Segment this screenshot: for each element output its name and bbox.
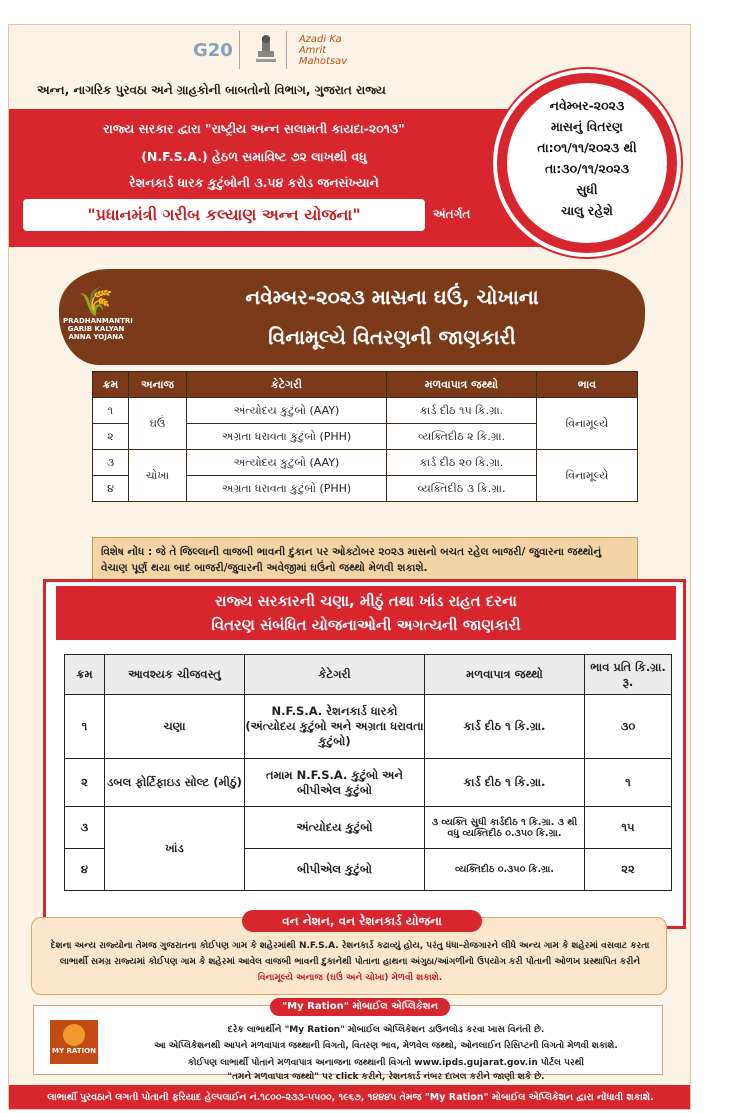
chana-salt-sugar-section [43, 579, 686, 929]
table-header: ભાવ પ્રતિ કિ.ગ્રા. રૂ. [585, 655, 672, 695]
table-row: ૩ ખાંડ અંત્યોદય કુટુંબો ૩ વ્યક્તિ સુધી કાર્ડદીઠ ૧ કિ.ગ્રા. ૩ થી વધુ વ્યક્તિદીઠ ૦.૩૫૦ કિ.ગ્રા. ૧૫ [65, 807, 672, 849]
state-emblem-icon [246, 31, 287, 69]
table-header: કેટેગરી [187, 372, 387, 398]
poster [8, 24, 691, 1110]
heading-line: નવેમ્બર-૨૦૨૩ માસના ઘઉં, ચોખાના [245, 285, 539, 309]
one-nation-one-ration-card: વન નેશન, વન રેશનકાર્ડ યોજના દેશના અન્ય રાજ્યોના તેમજ ગુજરાતના કોઈપણ ગામ કે શહેરમાંથી N.F.S.A. રેશનકાર્ડ કઢાવ્યું હોય, પરંતુ ધંધા-રોજગારને લીધે અન્ય ગામ કે શહેરમાં વસવાટ કરતા લાભાર્થી સમગ્ર રાજ્યમાં કોઈપણ ગામ કે શહેરમાં આવેલ વાજબી ભાવની દુકાનેથી પોતાના હાથના અંગુઠા/આંગળીનો ઉપયોગ કરી પોતાની ઓળખ પ્રસ્થાપિત કરીને વિનામૂલ્યે અનાજ (ઘઉં અને ચોખા) મેળવી શકાશે. [31, 917, 667, 995]
table-header: ક્રમ [93, 372, 129, 398]
wheat-rice-heading [59, 269, 645, 365]
chana-salt-sugar-table [64, 654, 672, 891]
badge-line: તા:૦૧/૧૧/૨૦૨૩ થી [537, 140, 637, 155]
table-row: ૪ અગ્રતા ધરાવતા કુટુંબો (PHH) વ્યક્તિદીઠ ૩ કિ.ગ્રા. [93, 476, 638, 502]
section-heading: રાજ્ય સરકારની ચણા, મીઠું તથા ખાંડ રાહત દરના વિતરણ સંબંધિત યોજનાઓની અગત્યની જાણકારી [56, 586, 676, 640]
table-header: અનાજ [129, 372, 187, 398]
table-header: આવશ્યક ચીજવસ્તુ [105, 655, 245, 695]
banner-line-1: રાજ્ય સરકાર દ્વારા "રાષ્ટ્રીય અન્ન સલામતી કાયદા-૨૦૧૩" [103, 121, 405, 136]
table-row: ૧ ઘઉં અંત્યોદય કુટુંબો (AAY) કાર્ડ દીઠ ૧૫ કિ.ગ્રા. વિનામૂલ્યે [93, 398, 638, 424]
distribution-date-badge [493, 69, 681, 257]
logo-strip [187, 31, 361, 69]
heading-line: વિનામૂલ્યે વિતરણની જાણકારી [268, 325, 516, 349]
banner-line-3: રેશનકાર્ડ ધારક કુટુંબોની ૩.૫૪ કરોડ જનસંખ્યાને [129, 175, 379, 190]
table-row: ૪ બીપીએલ કુટુંબો વ્યક્તિદીઠ ૦.૩૫૦ કિ.ગ્રા. ૨૨ [65, 849, 672, 891]
badge-line: સુધી [576, 182, 598, 197]
table-row: ૨ ડબલ ફોર્ટિફાઇડ સોલ્ટ (મીઠું) તમામ N.F.S.A. કુટુંબો અને બીપીએલ કુટુંબો કાર્ડ દીઠ ૧ કિ.ગ્રા. ૧ [65, 759, 672, 807]
section-title: વન નેશન, વન રેશનકાર્ડ યોજના [242, 910, 482, 932]
wheat-icon: 🌾 [78, 285, 114, 318]
yojana-name: "પ્રધાનમંત્રી ગરીબ કલ્યાણ અન્ન યોજના" [23, 199, 425, 231]
table-header: કેટેગરી [245, 655, 425, 695]
table-header: ભાવ [537, 372, 638, 398]
special-note: વિશેષ નોંધ : જે તે જિલ્લાની વાજબી ભાવની દુકાન પર ઓક્ટોબર ૨૦૨૩ માસનો બચત રહેલ બાજરી/ જુવારના જથ્થોનું વેચાણ પૂર્ણ થયા બાદ બાજરી/જુવારની અવેજીમાં ઘઉંનો જથ્થો મેળવી શકાશે. [92, 537, 638, 581]
badge-line: નવેમ્બર-૨૦૨૩ [549, 98, 625, 113]
badge-line: માસનું વિતરણ [551, 119, 623, 134]
badge-line: ચાલુ રહેશે [561, 203, 613, 218]
wheat-rice-table [92, 371, 638, 502]
department-title: અન્ન, નાગરિક પુરવઠા અને ગ્રાહકોની બાબતોનો વિભાગ, ગુજરાત રાજ્ય [37, 83, 386, 97]
pmgkay-logo: 🌾 PRADHANMANTRI GARIB KALYAN ANNA YOJANA [63, 285, 133, 341]
red-banner [9, 109, 569, 247]
table-header: મળવાપાત્ર જથ્થો [425, 655, 585, 695]
my-ration-logo: MY RATION [50, 1020, 98, 1064]
g20-logo: G20 [187, 31, 240, 69]
helpline-bar: લાભાર્થી પુરવઠાને લગતી પોતાની ફરિયાદ હેલ્પલાઈન નં.૧૮૦૦-૨૩૩-૫૫૦૦, ૧૯૬૭, ૧૪૪૪૫ તેમજ "My Ration" મોબાઈલ એપ્લિકેશન દ્વારા નોંધાવી શકાશે. [9, 1085, 691, 1110]
banner-antargat: અંતર્ગત [433, 207, 471, 221]
table-row: ૧ ચણા N.F.S.A. રેશનકાર્ડ ધારકો (અંત્યોદય કુટુંબો અને અગ્રતા ધરાવતા કુટુંબો) કાર્ડ દીઠ ૧ કિ.ગ્રા. ૩૦ [65, 695, 672, 759]
table-header: ક્રમ [65, 655, 105, 695]
table-row: ૩ ચોખા અંત્યોદય કુટુંબો (AAY) કાર્ડ દીઠ ૨૦ કિ.ગ્રા. વિનામૂલ્યે [93, 450, 638, 476]
azadi-logo: Azadi Ka Amrit Mahotsav [298, 33, 348, 67]
section-title: "My Ration" મોબાઈલ એપ્લિકેશન [270, 998, 450, 1016]
badge-line: તા:૩૦/૧૧/૨૦૨૩ [544, 161, 630, 176]
banner-line-2: (N.F.S.A.) હેઠળ સમાવિષ્ટ ૭૨ લાખથી વધુ [141, 149, 367, 164]
my-ration-app-section: "My Ration" મોબાઈલ એપ્લિકેશન MY RATION દરેક લાભાર્થીને "My Ration" મોબાઈલ એપ્લિકેશન ડાઉનલોડ કરવા ખાસ વિનંતી છે. આ એપ્લિકેશનથી આપને મળવાપાત્ર જથ્થાની વિગતો, વિતરણ ભાવ, મેળવેલ જથ્થો, ઓનલાઈન રિસિપ્ટની વિગતો મેળવી શકાશે. કોઈપણ લાભાર્થી પોતાને મળવાપાત્ર અનાજના જથ્થાની વિગતો www.ipds.gujarat.gov.in પોર્ટલ પરથી "તમને મળવાપાત્ર જથ્થો" પર click કરીને, રેશનકાર્ડ નંબર દાખલ કરીને જાણી શકે છે. [33, 1005, 663, 1075]
table-header: મળવાપાત્ર જથ્થો [387, 372, 537, 398]
table-row: ૨ અગ્રતા ધરાવતા કુટુંબો (PHH) વ્યક્તિદીઠ ૨ કિ.ગ્રા. [93, 424, 638, 450]
